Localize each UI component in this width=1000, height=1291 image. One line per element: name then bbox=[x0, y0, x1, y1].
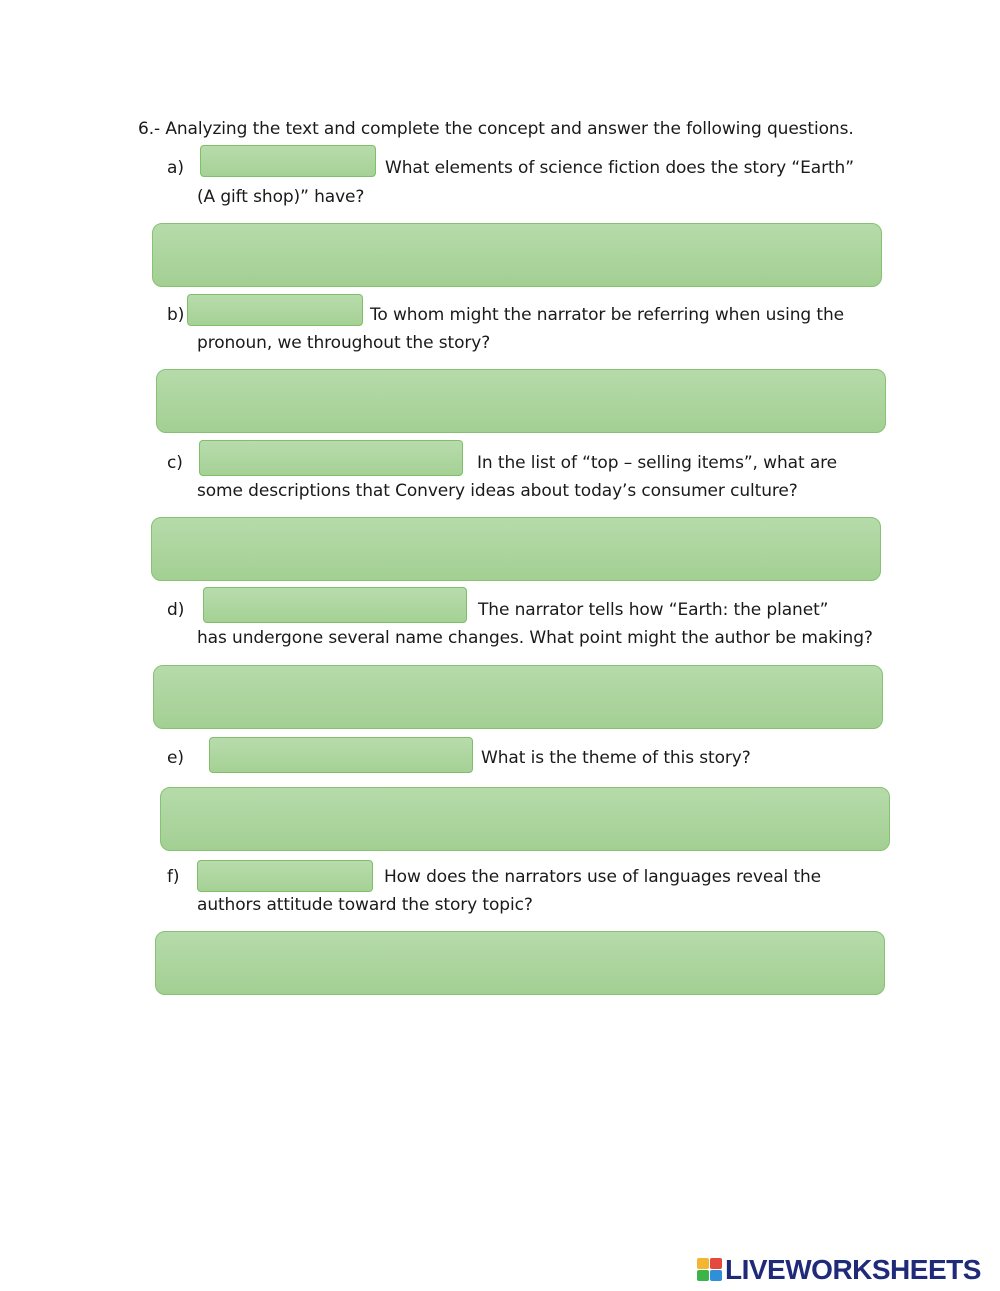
question-c-text-line2: some descriptions that Convery ideas about today’s consumer culture? bbox=[197, 481, 798, 501]
question-d-concept-field[interactable] bbox=[203, 587, 467, 623]
question-a-concept-field[interactable] bbox=[200, 145, 376, 177]
question-c-letter: c) bbox=[167, 453, 183, 473]
instruction-heading: 6.- Analyzing the text and complete the concept and answer the following questions. bbox=[138, 119, 854, 139]
question-f-concept-field[interactable] bbox=[197, 860, 373, 892]
question-f-letter: f) bbox=[167, 867, 180, 887]
question-e-answer-field[interactable] bbox=[160, 787, 890, 851]
question-d-text-line2: has undergone several name changes. What point might the author be making? bbox=[197, 628, 873, 648]
question-d-text-line1: The narrator tells how “Earth: the planet” bbox=[478, 600, 829, 620]
question-a-letter: a) bbox=[167, 158, 184, 178]
question-a-text-line2: (A gift shop)” have? bbox=[197, 187, 365, 207]
question-b-text-line1: To whom might the narrator be referring when using the bbox=[370, 305, 844, 325]
question-d-answer-field[interactable] bbox=[153, 665, 883, 729]
liveworksheets-logo bbox=[697, 1254, 993, 1286]
question-f-text-line2: authors attitude toward the story topic? bbox=[197, 895, 533, 915]
question-e-text-line1: What is the theme of this story? bbox=[481, 748, 751, 768]
liveworksheets-logo-text: LIVEWORKSHEETS bbox=[725, 1254, 981, 1285]
question-b-letter: b) bbox=[167, 305, 185, 325]
liveworksheets-logo-mark-icon bbox=[697, 1258, 723, 1282]
question-c-text-line1: In the list of “top – selling items”, what are bbox=[477, 453, 838, 473]
question-f-text-line1: How does the narrators use of languages reveal the bbox=[384, 867, 822, 887]
question-b-concept-field[interactable] bbox=[187, 294, 363, 326]
question-e-concept-field[interactable] bbox=[209, 737, 473, 773]
question-b-text-line2: pronoun, we throughout the story? bbox=[197, 333, 491, 353]
question-c-concept-field[interactable] bbox=[199, 440, 463, 476]
question-b-answer-field[interactable] bbox=[156, 369, 886, 433]
question-a-answer-field[interactable] bbox=[152, 223, 882, 287]
question-a-text-line1: What elements of science fiction does the story “Earth” bbox=[385, 158, 854, 178]
question-d-letter: d) bbox=[167, 600, 185, 620]
question-c-answer-field[interactable] bbox=[151, 517, 881, 581]
question-f-answer-field[interactable] bbox=[155, 931, 885, 995]
question-e-letter: e) bbox=[167, 748, 184, 768]
